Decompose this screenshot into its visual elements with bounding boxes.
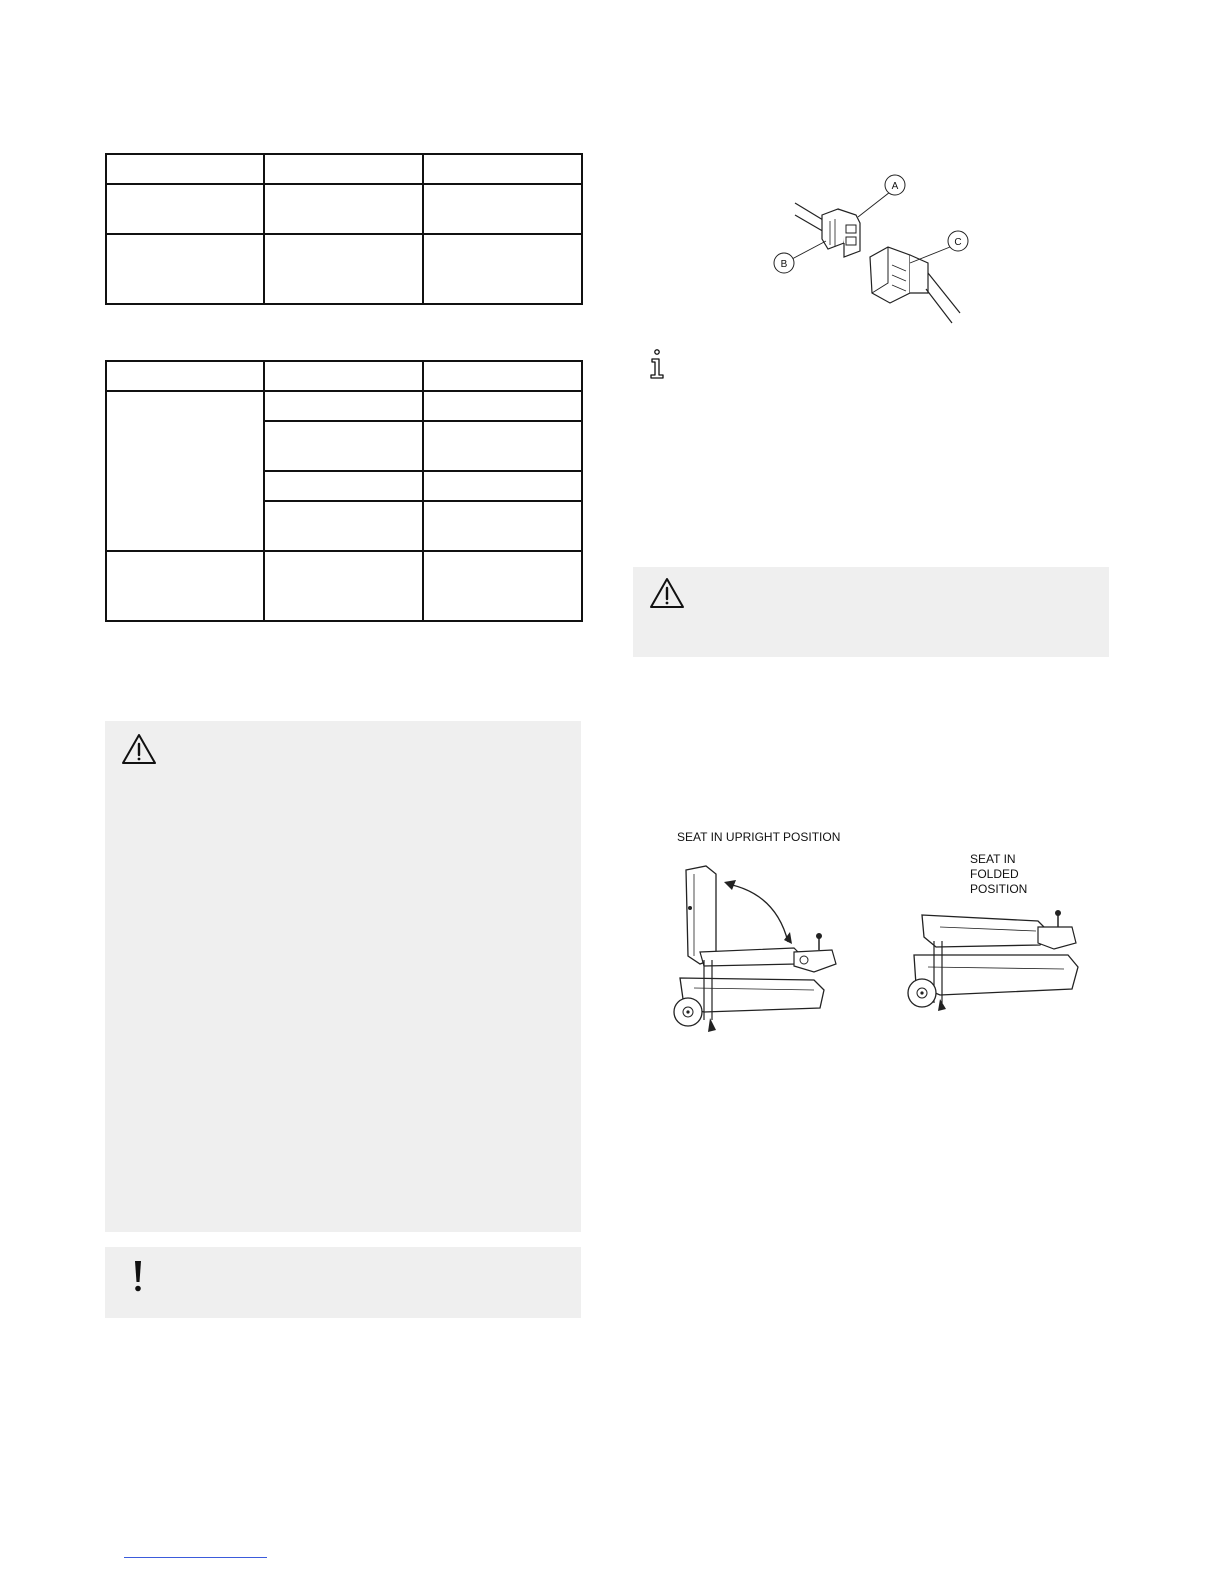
table-cell [423,184,582,234]
table-cell [264,501,423,551]
table-cell [106,551,264,621]
table-cell [423,421,582,471]
footer-link-underline [124,1557,267,1558]
table-cell [264,391,423,421]
table-cell [106,184,264,234]
callout-c: C [954,237,962,248]
table-cell [423,501,582,551]
table-cell [423,154,582,184]
caution-panel [105,1247,581,1318]
table-cell [106,361,264,391]
table-row [106,234,582,304]
table-row [106,361,582,391]
warning-panel-right [633,567,1109,657]
callout-b: B [780,259,788,270]
seat-folded-label [970,852,1027,897]
callout-a: A [891,181,899,192]
connector-illustration [760,165,980,330]
table-row [106,551,582,621]
table-1 [105,153,583,305]
seat-folded-label-line: SEAT IN [970,852,1016,866]
table-cell [264,421,423,471]
table-cell [106,154,264,184]
table-cell [264,154,423,184]
table-cell [423,391,582,421]
seat-upright-illustration [664,860,844,1040]
warning-triangle-icon [649,577,685,609]
table-cell [264,234,423,304]
table-cell [106,234,264,304]
warning-panel-left [105,721,581,1232]
table-cell [264,471,423,501]
table-cell [423,471,582,501]
seat-upright-label: SEAT IN UPRIGHT POSITION [677,830,841,844]
table-cell [264,551,423,621]
seat-folded-illustration [900,905,1090,1015]
table-cell [423,551,582,621]
table-cell [264,361,423,391]
table-cell [106,391,264,551]
table-2 [105,360,583,622]
info-icon [648,348,666,380]
table-row [106,391,582,421]
table-cell [423,361,582,391]
seat-folded-label-line: POSITION [970,882,1028,896]
table-cell [423,234,582,304]
exclamation-icon [132,1259,144,1293]
seat-folded-label-line: FOLDED [970,867,1019,881]
warning-triangle-icon [121,733,157,765]
table-row [106,184,582,234]
table-row [106,154,582,184]
table-cell [264,184,423,234]
